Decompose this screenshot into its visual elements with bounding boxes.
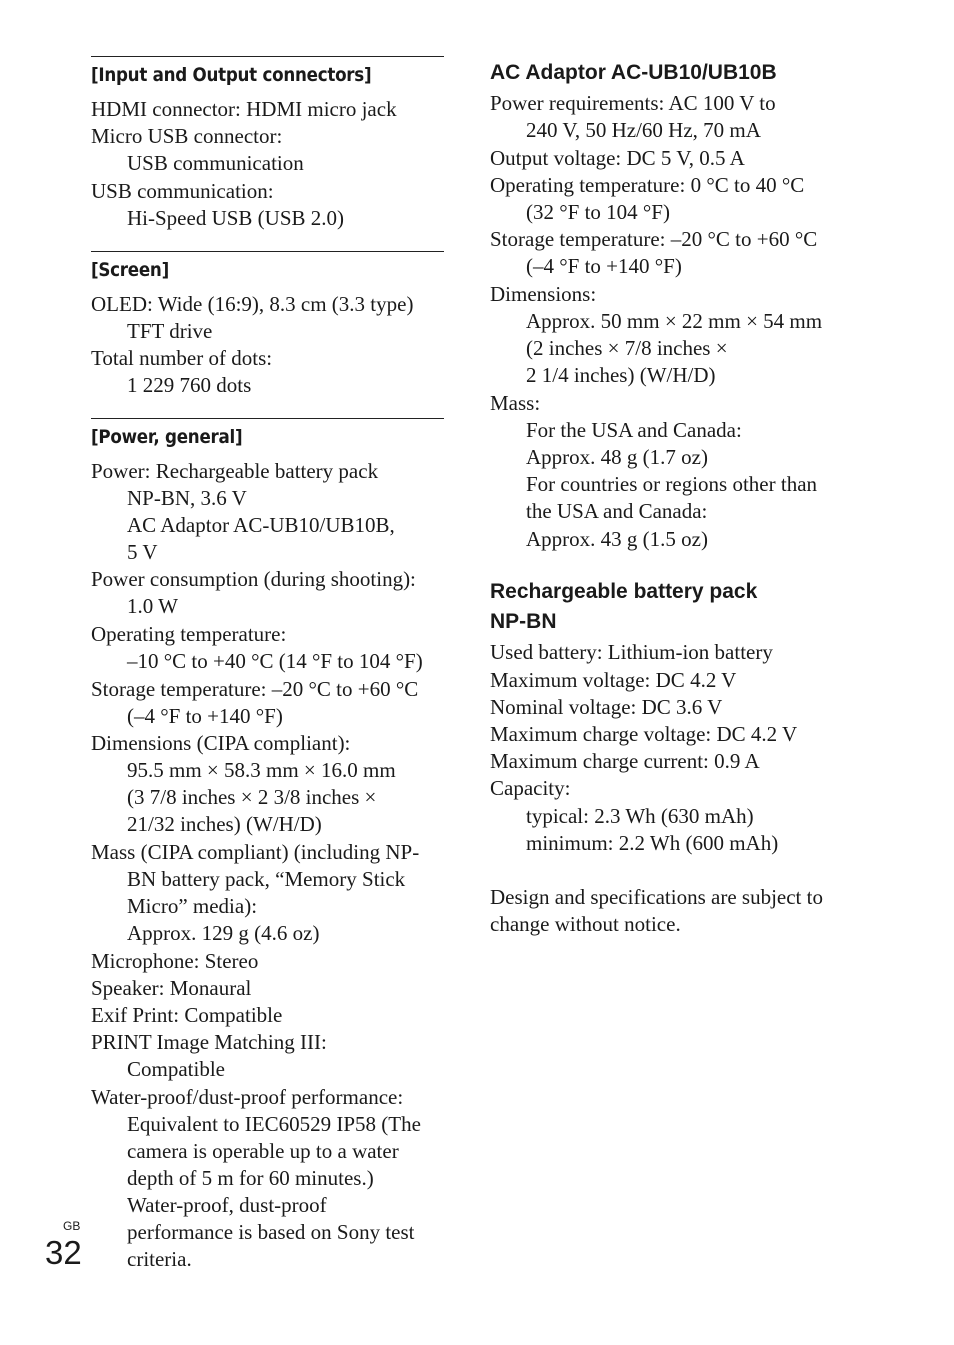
spec-line: Storage temperature: –20 °C to +60 °C xyxy=(490,227,818,251)
page-number: 32 xyxy=(45,1234,82,1271)
spec-line: Compatible xyxy=(127,1057,225,1081)
spec-line: Power consumption (during shooting): xyxy=(91,567,416,591)
spec-line: Speaker: Monaural xyxy=(91,976,252,1000)
spec-line: Dimensions (CIPA compliant): xyxy=(91,731,351,755)
spec-line: (3 7/8 inches × 2 3/8 inches × xyxy=(127,785,377,809)
section-title-battery: Rechargeable battery pack xyxy=(490,580,758,603)
spec-line: Water-proof, dust-proof xyxy=(127,1193,327,1217)
spec-line: minimum: 2.2 Wh (600 mAh) xyxy=(526,831,779,855)
spec-line: Total number of dots: xyxy=(91,346,273,370)
section-divider xyxy=(91,56,444,57)
spec-line: Mass (CIPA compliant) (including NP- xyxy=(91,840,420,864)
spec-line: Approx. 129 g (4.6 oz) xyxy=(127,921,320,945)
spec-line: OLED: Wide (16:9), 8.3 cm (3.3 type) xyxy=(91,292,414,316)
spec-line: Maximum charge current: 0.9 A xyxy=(490,749,760,773)
spec-line: For countries or regions other than xyxy=(526,472,818,496)
spec-line: Approx. 48 g (1.7 oz) xyxy=(526,445,708,469)
spec-line: Output voltage: DC 5 V, 0.5 A xyxy=(490,146,745,170)
spec-line: Hi-Speed USB (USB 2.0) xyxy=(127,206,345,230)
spec-line: Maximum voltage: DC 4.2 V xyxy=(490,668,737,692)
spec-line: Microphone: Stereo xyxy=(91,949,259,973)
spec-line: Exif Print: Compatible xyxy=(91,1003,283,1027)
spec-line: 1.0 W xyxy=(127,594,178,618)
spec-line: Water-proof/dust-proof performance: xyxy=(91,1085,404,1109)
spec-line: Dimensions: xyxy=(490,282,597,306)
spec-line: Equivalent to IEC60529 IP58 (The xyxy=(127,1112,421,1136)
spec-line: Used battery: Lithium-ion battery xyxy=(490,640,773,664)
spec-line: camera is operable up to a water xyxy=(127,1139,399,1163)
spec-line: Nominal voltage: DC 3.6 V xyxy=(490,695,723,719)
notice-line: Design and specifications are subject to xyxy=(490,885,823,909)
spec-line: 95.5 mm × 58.3 mm × 16.0 mm xyxy=(127,758,396,782)
spec-line: typical: 2.3 Wh (630 mAh) xyxy=(526,804,754,828)
spec-line: Micro” media): xyxy=(127,894,258,918)
spec-line: 21/32 inches) (W/H/D) xyxy=(127,812,322,836)
spec-line: AC Adaptor AC-UB10/UB10B, xyxy=(127,513,395,537)
spec-line: PRINT Image Matching III: xyxy=(91,1030,327,1054)
section-divider xyxy=(91,251,444,252)
spec-line: For the USA and Canada: xyxy=(526,418,742,442)
spec-line: USB communication: xyxy=(91,179,274,203)
spec-line: Operating temperature: 0 °C to 40 °C xyxy=(490,173,805,197)
spec-line: Power: Rechargeable battery pack xyxy=(91,459,379,483)
spec-line: 2 1/4 inches) (W/H/D) xyxy=(526,363,716,387)
section-title-screen: [Screen] xyxy=(91,259,169,281)
spec-line: Approx. 50 mm × 22 mm × 54 mm xyxy=(526,309,823,333)
spec-line: USB communication xyxy=(127,151,304,175)
section-title-battery-model: NP-BN xyxy=(490,610,557,633)
spec-line: criteria. xyxy=(127,1247,192,1271)
section-title-power-general: [Power, general] xyxy=(91,426,243,448)
section-title-ac-adaptor: AC Adaptor AC-UB10/UB10B xyxy=(490,61,777,84)
spec-line: Storage temperature: –20 °C to +60 °C xyxy=(91,677,419,701)
spec-line: Operating temperature: xyxy=(91,622,287,646)
spec-line: performance is based on Sony test xyxy=(127,1220,415,1244)
spec-line: (–4 °F to +140 °F) xyxy=(127,704,283,728)
section-title-input-output: [Input and Output connectors] xyxy=(91,64,372,86)
notice-line: change without notice. xyxy=(490,912,681,936)
spec-line: Power requirements: AC 100 V to xyxy=(490,91,776,115)
spec-line: (2 inches × 7/8 inches × xyxy=(526,336,728,360)
spec-line: Micro USB connector: xyxy=(91,124,283,148)
spec-line: (–4 °F to +140 °F) xyxy=(526,254,682,278)
spec-line: 1 229 760 dots xyxy=(127,373,252,397)
spec-line: 5 V xyxy=(127,540,158,564)
spec-line: Maximum charge voltage: DC 4.2 V xyxy=(490,722,798,746)
spec-line: Approx. 43 g (1.5 oz) xyxy=(526,527,708,551)
spec-line: Mass: xyxy=(490,391,541,415)
section-divider xyxy=(91,418,444,419)
spec-line: depth of 5 m for 60 minutes.) xyxy=(127,1166,374,1190)
spec-line: the USA and Canada: xyxy=(526,499,708,523)
spec-line: (32 °F to 104 °F) xyxy=(526,200,670,224)
spec-line: –10 °C to +40 °C (14 °F to 104 °F) xyxy=(127,649,423,673)
spec-line: BN battery pack, “Memory Stick xyxy=(127,867,406,891)
spec-line: NP-BN, 3.6 V xyxy=(127,486,247,510)
spec-line: HDMI connector: HDMI micro jack xyxy=(91,97,397,121)
spec-line: 240 V, 50 Hz/60 Hz, 70 mA xyxy=(526,118,761,142)
spec-line: Capacity: xyxy=(490,776,571,800)
spec-line: TFT drive xyxy=(127,319,213,343)
page-language-code: GB xyxy=(63,1219,81,1233)
